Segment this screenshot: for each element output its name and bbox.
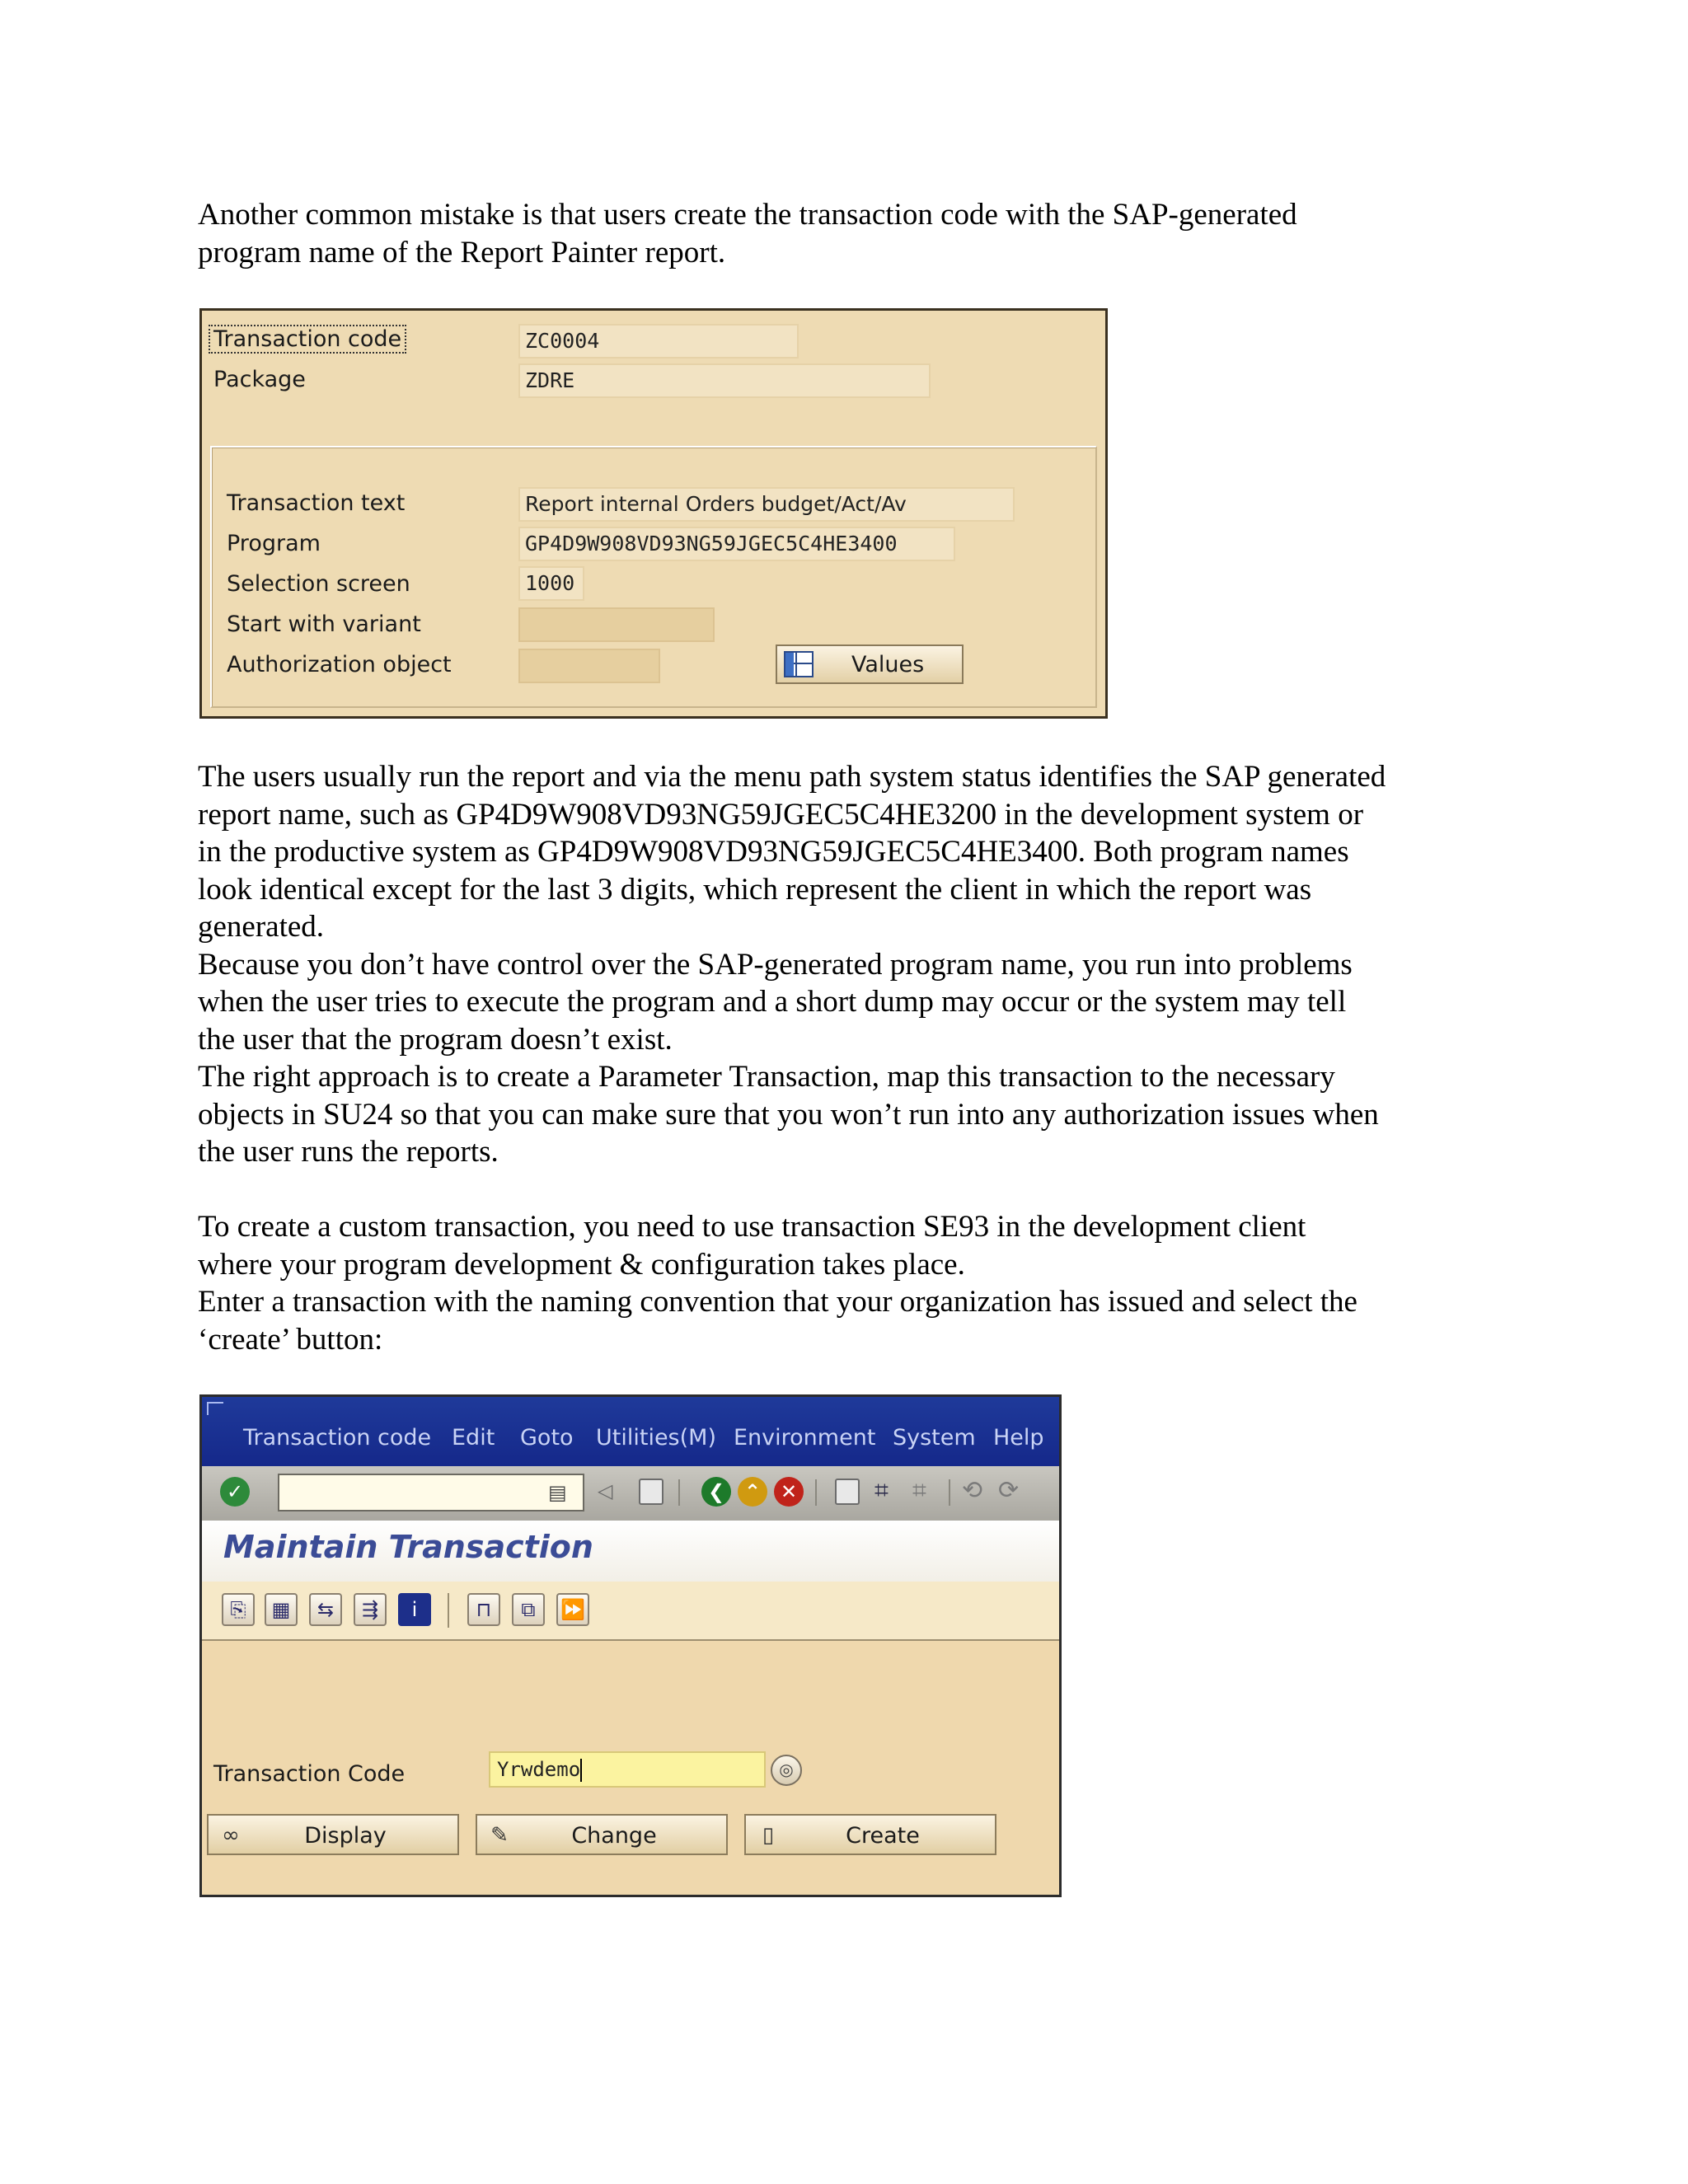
menu-bar <box>202 1397 1059 1466</box>
text-line: when the user tries to execute the program and a short dump may occur or the system may tell <box>198 985 1347 1019</box>
print-icon[interactable] <box>835 1479 860 1505</box>
pencil-icon: ✎ <box>490 1823 509 1848</box>
package-label: Package <box>213 367 306 392</box>
start-variant-field[interactable] <box>518 607 715 642</box>
create-button-label: Create <box>846 1823 920 1849</box>
test-icon[interactable]: ⎘ <box>222 1593 255 1626</box>
selection-screen-label: Selection screen <box>227 571 410 597</box>
transaction-text-field[interactable]: Report internal Orders budget/Act/Av <box>518 487 1015 522</box>
transaction-code-input[interactable] <box>489 1751 766 1788</box>
cancel-icon[interactable]: ✕ <box>774 1477 804 1507</box>
text-line: the user that the program doesn’t exist. <box>198 1022 673 1057</box>
glasses-icon: ∞ <box>222 1823 240 1848</box>
display-button-label: Display <box>304 1823 387 1849</box>
save-icon[interactable] <box>639 1479 663 1505</box>
change-button-label: Change <box>571 1823 657 1849</box>
previous-page-icon[interactable]: ⟳ <box>998 1476 1020 1505</box>
text-line: Another common mistake is that users create the transaction code with the SAP-generated <box>198 198 1297 232</box>
authorization-object-label: Authorization object <box>227 652 452 677</box>
text-line: report name, such as GP4D9W908VD93NG59JGEC5C4HE3200 in the development system or <box>198 797 1364 832</box>
toolbar-separator <box>949 1479 950 1506</box>
menu-goto[interactable]: Goto <box>520 1425 574 1451</box>
text-line: To create a custom transaction, you need to use transaction SE93 in the development client <box>198 1210 1306 1244</box>
create-button[interactable] <box>744 1814 996 1855</box>
first-page-icon[interactable]: ⟲ <box>962 1476 983 1505</box>
text-line: in the productive system as GP4D9W908VD93NG59JGEC5C4HE3400. Both program names <box>198 835 1349 869</box>
new-document-icon: ▯ <box>762 1823 775 1848</box>
menu-transaction-code[interactable]: Transaction code <box>243 1425 432 1451</box>
transaction-code-value: Yrwdemo <box>497 1758 581 1781</box>
text-line: program name of the Report Painter report. <box>198 235 726 269</box>
information-icon[interactable]: i <box>398 1593 431 1626</box>
menu-edit[interactable]: Edit <box>452 1425 495 1451</box>
screen-title: Maintain Transaction <box>223 1529 593 1565</box>
value-help-icon[interactable]: ◎ <box>771 1755 802 1786</box>
menu-utilities[interactable]: Utilities(M) <box>596 1425 716 1451</box>
display-button[interactable] <box>207 1814 459 1855</box>
text-line: the user runs the reports. <box>198 1135 499 1169</box>
create-instructions-paragraph <box>198 1208 1517 1358</box>
back-arrow-icon[interactable]: ◁ <box>598 1479 613 1502</box>
back-icon[interactable]: ❮ <box>701 1477 731 1507</box>
command-field[interactable] <box>278 1474 584 1511</box>
text-line: The users usually run the report and via the menu path system status identifies the SAP generated <box>198 760 1386 794</box>
values-button-label: Values <box>851 652 925 677</box>
find-icon[interactable]: ⌗ <box>874 1476 889 1505</box>
transaction-code-label: Transaction code <box>209 325 406 354</box>
transport-icon[interactable]: ⇶ <box>354 1593 387 1626</box>
title-bar <box>202 1521 1059 1582</box>
enter-check-icon[interactable]: ✓ <box>220 1477 250 1507</box>
start-variant-label: Start with variant <box>227 612 421 637</box>
transaction-text-label: Transaction text <box>227 490 406 516</box>
display-object-list-icon[interactable]: ▦ <box>265 1593 298 1626</box>
toolbar-separator <box>448 1593 449 1628</box>
text-line: ‘create’ button: <box>198 1322 383 1357</box>
menu-system[interactable]: System <box>893 1425 976 1451</box>
text-line: generated. <box>198 910 325 944</box>
transaction-code-label: Transaction Code <box>213 1761 406 1787</box>
menu-environment[interactable]: Environment <box>734 1425 876 1451</box>
values-button[interactable] <box>776 644 964 684</box>
text-line: The right approach is to create a Parameter Transaction, map this transaction to the necessary <box>198 1060 1335 1094</box>
find-next-icon[interactable]: ⌗ <box>912 1476 926 1505</box>
where-used-list-icon[interactable]: ⇆ <box>309 1593 342 1626</box>
text-line: where your program development & configuration takes place. <box>198 1247 965 1282</box>
selection-screen-field[interactable]: 1000 <box>518 566 584 601</box>
menu-help[interactable]: Help <box>993 1425 1044 1451</box>
exit-icon[interactable]: ⌃ <box>738 1477 767 1507</box>
text-line: look identical except for the last 3 digits, which represent the client in which the report was <box>198 872 1312 907</box>
text-line: Because you don’t have control over the SAP-generated program name, you run into problems <box>198 947 1353 982</box>
intro-paragraph <box>198 196 1517 271</box>
program-field[interactable]: GP4D9W908VD93NG59JGEC5C4HE3400 <box>518 527 955 561</box>
change-button[interactable] <box>476 1814 728 1855</box>
package-field[interactable]: ZDRE <box>518 363 931 398</box>
toolbar-separator <box>678 1479 680 1506</box>
standard-toolbar <box>202 1466 1059 1522</box>
maintain-transaction-screenshot <box>199 1394 1062 1897</box>
toolbar-separator <box>815 1479 817 1506</box>
delete-icon[interactable]: ⊓ <box>467 1593 500 1626</box>
transaction-attributes-screenshot <box>199 308 1108 719</box>
authorization-object-field[interactable] <box>518 649 660 683</box>
text-line: Enter a transaction with the naming convention that your organization has issued and select the <box>198 1285 1357 1319</box>
application-toolbar <box>202 1582 1059 1641</box>
window-menu-icon[interactable] <box>207 1402 223 1415</box>
execute-icon[interactable]: ⏩ <box>556 1593 589 1626</box>
text-line: objects in SU24 so that you can make sure that you won’t run into any authorization issues when <box>198 1097 1379 1132</box>
transaction-code-field[interactable]: ZC0004 <box>518 324 799 359</box>
command-history-icon[interactable]: ▤ <box>548 1481 567 1504</box>
explanation-paragraph <box>198 758 1517 1171</box>
table-grid-icon <box>784 651 814 677</box>
copy-icon[interactable]: ⧉ <box>512 1593 545 1626</box>
text-caret <box>580 1759 582 1782</box>
program-label: Program <box>227 531 321 556</box>
